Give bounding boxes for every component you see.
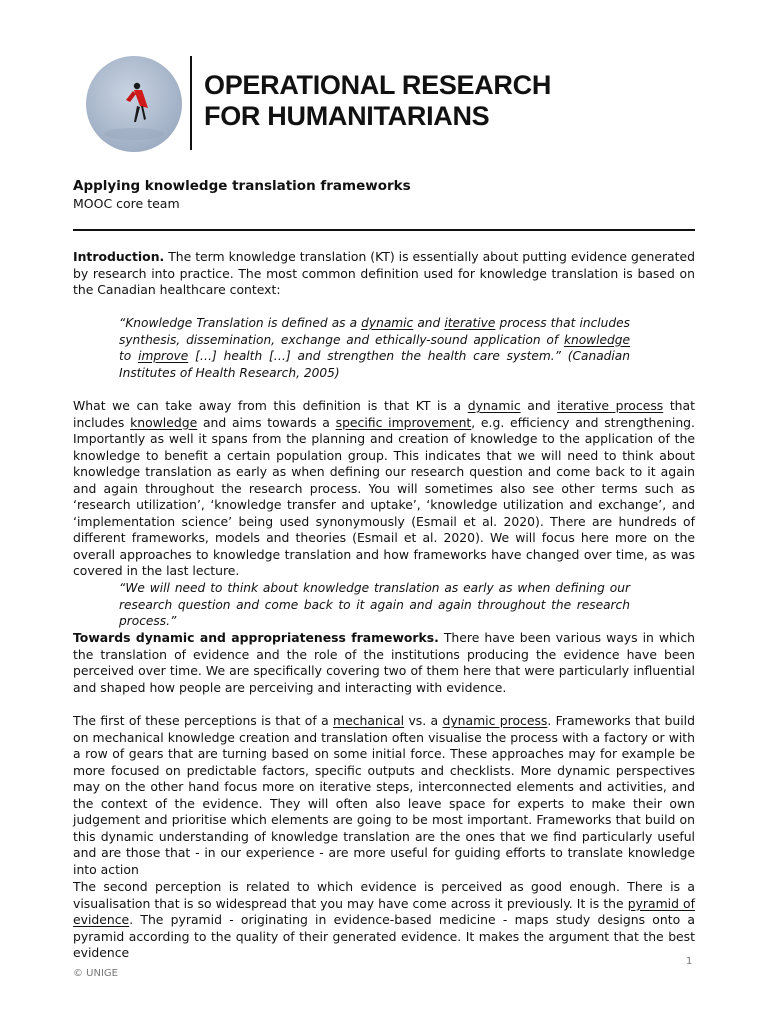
program-title [204,70,552,132]
para2-underline-knowledge: knowledge [130,414,198,430]
quote1-text-1: “Knowledge Translation is defined as a [119,316,362,330]
definition-analysis-paragraph [73,398,695,580]
quote1-underline-dynamic: dynamic [361,316,414,330]
quote1-underline-knowledge: knowledge [563,332,630,347]
quote1-text-4: to [119,349,139,363]
para5-text-1: The second perception is related to which evidence is perceived as good enough. There is a visualisation that is so widespread that you may have come across it previously. It is the [73,879,695,911]
para4-underline-dynamic-process: dynamic process [442,713,548,728]
pyramid-paragraph [73,879,695,960]
program-title-line2: FOR HUMANITARIANS [204,101,490,131]
para2-text-3: that includes [73,398,695,430]
program-title-line1: OPERATIONAL RESEARCH [204,70,552,100]
para4-text-2: vs. a [404,713,443,728]
title-rule [73,229,695,231]
pull-quote: “We will need to think about knowledge translation as early as when defining our research question and come back to it again and again throughout the research process.” [119,581,630,628]
para4-text-3: . Frameworks that build on mechanical knowledge creation and translation often visualise the process with a factory or with a row of gears that are turning based on some initial force. These approaches may for example be more focused on predictable factors, specific outputs and checklists. More dynamic perspectives may on the other hand focus more on iterative steps, interconnected elements and activities, and the context of the evidence. They will often also leave space for experts to make their own judgement and prioritise which elements are going to be most important. Frameworks that build on this dynamic understanding of knowledge translation are the ones that we find particularly useful and are those that - in our experience - are more useful for guiding efforts to translate knowledge into action [73,713,695,877]
page-number: 1 [686,956,693,967]
para4-text-1: The first of these perceptions is that of a [73,713,334,728]
intro-lead: Introduction. [73,249,165,264]
document-author: MOOC core team [73,196,180,211]
para5-text-2: . The pyramid - originating in evidence-based medicine - maps study designs onto a pyramid according to the quality of their generated evidence. It makes the argument that the best evidence [73,912,695,960]
para2-text-5: , e.g. efficiency and strengthening. Importantly as well it spans from the planning and creation of knowledge to the application of the knowledge to benefit a certain population group. This indicates that we will need to think about knowledge translation as early as when defining our research question and come back to it again and again throughout the research process. You will sometimes also see other terms such as ‘research utilization’, ‘knowledge transfer and uptake’, ‘knowledge utilization and exchange’, and ‘implementation science’ being used synonymously (Esmail et al. 2020). There are hundreds of different frameworks, models and theories (Esmail et al. 2020). We will focus here more on the overall approaches to knowledge translation and how frameworks have changed over time, as was covered in the last lecture. [73,414,695,578]
para2-underline-dynamic: dynamic [467,398,521,413]
para2-text-2: and [520,398,558,413]
para2-underline-specific-improvement: specific improvement [335,414,472,430]
para2-text-1: What we can take away from this definition is that KT is a [73,398,468,413]
quote1-text-3: process that includes synthesis, dissemination, exchange and ethically-sound application of [119,316,630,347]
para5-underline-pyramid: pyramid of evidence [73,895,695,927]
logo-image [86,56,182,152]
intro-text: The term knowledge translation (KT) is essentially about putting evidence generated by research into practice. The most common definition used for knowledge translation is based on the Canadian healthcare context: [73,249,695,297]
para2-underline-iterative-process: iterative process [557,398,664,413]
header-divider [190,56,192,150]
mechanical-dynamic-paragraph [73,713,695,878]
quote1-underline-iterative: iterative [444,316,496,330]
frameworks-paragraph [73,630,695,696]
para4-underline-mechanical: mechanical [333,713,405,728]
frameworks-text: There have been various ways in which the translation of evidence and the role of the institutions producing the evidence have been perceived over time. We are specifically covering two of them here that were particularly influential and shaped how people are perceiving and interacting with evidence. [73,630,695,695]
copyright-footer: © UNIGE [73,968,118,979]
quote1-text-2: and [413,316,445,330]
para2-text-4: and aims towards a [197,414,336,430]
walking-figure-icon [86,56,182,152]
definition-quote [119,315,630,381]
quote1-text-5: […] health […] and strengthen the health care system.” (Canadian Institutes of Health Research, 2005) [119,349,630,380]
frameworks-lead: Towards dynamic and appropriateness frameworks. [73,630,439,645]
quote1-underline-improve: improve [138,349,189,363]
document-title: Applying knowledge translation frameworks [73,178,411,194]
intro-paragraph [73,249,695,299]
